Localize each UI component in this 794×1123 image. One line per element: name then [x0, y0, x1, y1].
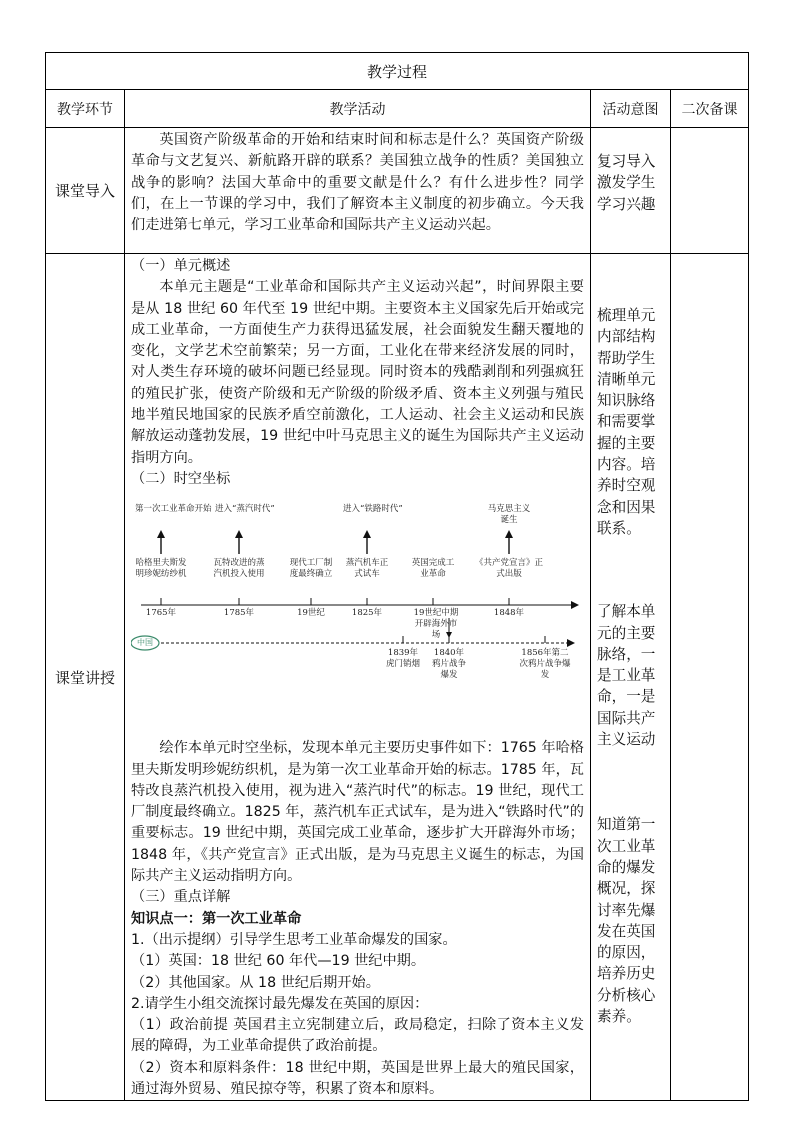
date-3: 19世纪 — [297, 608, 325, 619]
date-6: 1848年 — [493, 608, 525, 619]
header-second-prep: 二次备课 — [671, 90, 749, 128]
kp1-line: （2）资本和原料条件：18 世纪中期，英国是世界上最大的殖民国家，通过海外贸易、殖民掠夺等，积累了资本和原料。 — [131, 1059, 584, 1098]
kp1-line: 2.请学生小组交流探讨最先爆发在英国的原因： — [131, 995, 429, 1012]
china-event-1: 1839年虎门销烟 — [385, 648, 420, 670]
intro-intent-text: 复习导入激发学生学习兴趣 — [597, 153, 656, 213]
lecture-intent-cell — [591, 254, 671, 1101]
china-event-2: 1840年鸦片战争爆发 — [431, 648, 466, 681]
event-4: 蒸汽机车正式试车 — [345, 558, 389, 580]
section2-heading: （二）时空坐标 — [131, 470, 231, 487]
header-activity: 教学活动 — [125, 90, 591, 128]
intent-first-industrial-revolution: 知道第一次工业革命的爆发概况，探讨率先爆发在英国的原因，培养历史分析核心素养。 — [597, 816, 656, 1026]
kp1-line: （1）英国：18 世纪 60 年代—19 世纪中期。 — [131, 953, 426, 970]
timeline-diagram — [131, 496, 584, 734]
kp1-line: （1）政治前提 英国君主立宪制建立后，政局稳定，扫除了资本主义发展的障碍，为工业革命提供了政治前提。 — [131, 1017, 584, 1055]
stage-intro: 课堂导入 — [46, 128, 125, 254]
intent-structure: 梳理单元内部结构帮助学生清晰单元知识脉络和需要掌握的主要内容。培养时空观念和因果联系。 — [597, 307, 656, 537]
kp1-line: 1.（出示提纲）引导学生思考工业革命爆发的国家。 — [131, 931, 457, 948]
event-3: 现代工厂制度最终确立 — [289, 558, 333, 580]
section3-heading: （三）重点详解 — [131, 889, 231, 906]
header-stage: 教学环节 — [46, 90, 125, 128]
kp1-heading: 知识点一：第一次工业革命 — [131, 910, 302, 927]
event-2: 瓦特改进的蒸汽机投入使用 — [213, 558, 265, 580]
teaching-process-table — [45, 52, 749, 1101]
event-1: 哈格里夫斯发明珍妮纺纱机 — [135, 558, 187, 580]
intro-second-prep — [671, 128, 749, 254]
section1-heading: （一）单元概述 — [131, 258, 231, 274]
intro-activity-cell — [125, 128, 591, 254]
era-label-3: 进入“铁路时代” — [343, 504, 403, 515]
date-5: 19世纪中期开辟海外市场 — [413, 608, 459, 641]
lecture-activity-cell — [125, 254, 591, 1101]
date-4: 1825年 — [351, 608, 383, 619]
china-event-3: 1856年第二次鸦片战争爆发 — [519, 648, 571, 681]
header-intent: 活动意图 — [591, 90, 671, 128]
kp1-line: （2）其他国家。从 18 世纪后期开始。 — [131, 974, 380, 991]
date-1: 1765年 — [145, 608, 177, 619]
china-label: 中国 — [137, 638, 153, 648]
table-title: 教学过程 — [46, 53, 749, 90]
era-label-2: 进入“蒸汽时代” — [215, 504, 275, 515]
era-label-1: 第一次工业革命开始 — [135, 504, 212, 515]
event-6: 《共产党宣言》正式出版 — [475, 558, 544, 580]
era-label-4: 马克思主义诞生 — [487, 504, 531, 526]
intro-activity-text: 英国资产阶级革命的开始和结束时间和标志是什么？英国资产阶级革命与文艺复兴、新航路开辟的联系？美国独立战争的性质？美国独立战争的影响？法国大革命中的重要文献是什么？有什么进步性？同学们，在上一节课的学习中，我们了解资本主义制度的初步确立。今天我们走进第七单元，学习工业革命和国际共产主义运动兴起。 — [131, 132, 584, 234]
section2-text: 绘作本单元时空坐标，发现本单元主要历史事件如下：1765 年哈格里夫斯发明珍妮纺织机，是为第一次工业革命开始的标志。1785 年，瓦特改良蒸汽机投入使用，视为进入“蒸汽时代”的标志。19 世纪，现代工厂制度最终确立。1825 年，蒸汽机车正式试车，是为进入“铁路时代”的重要标志。19 世纪中期，英国完成工业革命，逐步扩大开辟海外市场；1848 年，《共产党宣言》正式出版，是为马克思主义诞生的标志，为国际共产主义运动指明方向。 — [131, 740, 584, 885]
intent-context: 了解本单元的主要脉络，一是工业革命，一是国际共产主义运动 — [597, 603, 656, 749]
intro-intent — [591, 128, 671, 254]
event-5: 英国完成工业革命 — [411, 558, 455, 580]
date-2: 1785年 — [223, 608, 255, 619]
stage-lecture: 课堂讲授 — [46, 254, 125, 1101]
lecture-second-prep — [671, 254, 749, 1101]
section1-text: 本单元主题是“工业革命和国际共产主义运动兴起”，时间界限主要是从 18 世纪 60 年代至 19 世纪中期。主要资本主义国家先后开始或完成工业革命，一方面使生产力获得迅猛发展，社会面貌发生翻天覆地的变化，文学艺术空前繁荣；另一方面，工业化在带来经济发展的同时，对人类生存环境的破坏问题已经显现。同时资本的残酷剥削和列强疯狂的殖民扩张，使资产阶级和无产阶级的阶级矛盾、资本主义列强与殖民地半殖民地国家的民族矛盾空前激化，工人运动、社会主义运动和民族解放运动蓬勃发展，19 世纪中叶马克思主义的诞生为国际共产主义运动指明方向。 — [131, 279, 584, 466]
